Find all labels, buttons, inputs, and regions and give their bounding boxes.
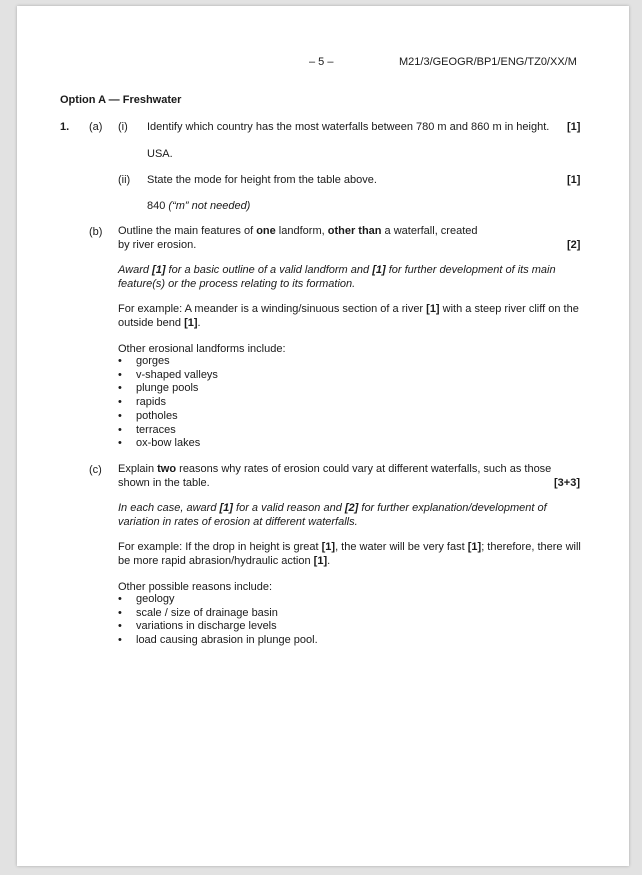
- guidance-mark: [1]: [372, 264, 386, 276]
- list-item: • scale / size of drainage basin: [118, 607, 318, 621]
- part-c-guidance: [118, 502, 588, 529]
- list-item: • terraces: [118, 424, 218, 438]
- part-b-example: [118, 303, 588, 330]
- example-text: with a steep river cliff on the outside bend: [118, 303, 579, 329]
- part-c-text: Explain: [118, 463, 158, 475]
- list-item: • potholes: [118, 410, 218, 424]
- example-mark: [1]: [321, 541, 336, 553]
- example-mark: [1]: [184, 316, 198, 329]
- subpart-i-mark: [1]: [567, 121, 581, 133]
- part-b-emphasis: other than: [327, 225, 382, 237]
- example-text: For example: If the drop in height is great: [118, 541, 322, 553]
- answer-note: (“m” not needed): [168, 200, 251, 212]
- subpart-ii-label: (ii): [118, 174, 131, 186]
- part-b-list-intro: Other erosional landforms include:: [118, 343, 286, 355]
- list-item: • v-shaped valleys: [118, 369, 218, 383]
- part-a-label: (a): [89, 121, 103, 133]
- part-c-question: [118, 463, 573, 490]
- guidance-mark: [2]: [344, 502, 359, 514]
- section-title: Option A — Freshwater: [60, 94, 182, 106]
- subpart-ii-mark: [1]: [567, 174, 581, 186]
- guidance-mark: [1]: [152, 264, 166, 276]
- guidance-text: for further explanation/development of variation in rates of erosion at different waterfalls.: [118, 502, 547, 528]
- part-b-guidance: [118, 264, 588, 291]
- part-c-emphasis: two: [157, 463, 177, 475]
- part-b-text: Outline the main features of: [118, 225, 257, 237]
- page-number: – 5 –: [309, 56, 334, 68]
- list-item: • ox-bow lakes: [118, 437, 218, 451]
- part-c-list-intro: Other possible reasons include:: [118, 581, 273, 593]
- guidance-text: Award: [118, 264, 153, 276]
- list-item: • load causing abrasion in plunge pool.: [118, 634, 318, 648]
- part-b-text: by river erosion.: [118, 238, 197, 251]
- example-text: ; therefore, there will be more rapid abrasion/hydraulic action: [118, 541, 581, 567]
- subpart-ii-question: State the mode for height from the table above.: [147, 174, 377, 186]
- guidance-text: for further development of its main feature(s) or the process relating to its formation.: [118, 264, 556, 290]
- example-mark: [1]: [313, 554, 328, 567]
- guidance-mark: [1]: [219, 502, 233, 514]
- list-item: • geology: [118, 593, 318, 607]
- guidance-text: In each case, award: [118, 502, 220, 514]
- list-item: • variations in discharge levels: [118, 620, 318, 634]
- part-b-label: (b): [89, 226, 103, 238]
- part-b-text: landform,: [275, 225, 328, 237]
- example-text: .: [327, 554, 331, 567]
- subpart-i-question: Identify which country has the most waterfalls between 780 m and 860 m in height.: [147, 121, 550, 133]
- list-item: • rapids: [118, 396, 218, 410]
- document-page: [17, 6, 629, 866]
- subpart-i-label: (i): [118, 121, 128, 133]
- part-b-mark: [2]: [567, 239, 581, 251]
- list-item: • plunge pools: [118, 382, 218, 396]
- reasons-list: [118, 593, 318, 648]
- list-item: • gorges: [118, 355, 218, 369]
- subpart-i-answer: USA.: [147, 148, 173, 160]
- question-number: 1.: [60, 121, 70, 133]
- example-text: , the water will be very fast: [335, 541, 468, 553]
- part-b-text: a waterfall, created: [381, 225, 478, 237]
- erosional-landforms-list: [118, 355, 218, 451]
- document-reference: M21/3/GEOGR/BP1/ENG/TZ0/XX/M: [399, 56, 577, 68]
- part-b-question: [118, 225, 558, 252]
- part-c-mark: [3+3]: [554, 477, 580, 489]
- guidance-text: for a valid reason and: [232, 502, 345, 514]
- part-c-example: [118, 541, 588, 568]
- example-mark: [1]: [467, 541, 482, 553]
- answer-value: 840: [147, 200, 166, 212]
- part-c-text: reasons why rates of erosion could vary at different waterfalls, such as those shown in the table.: [118, 463, 552, 489]
- example-text: .: [197, 316, 201, 329]
- part-b-emphasis: one: [256, 225, 276, 237]
- subpart-ii-answer: [147, 199, 250, 213]
- example-mark: [1]: [426, 303, 440, 315]
- example-text: For example: A meander is a winding/sinuous section of a river: [118, 303, 427, 315]
- part-c-label: (c): [89, 464, 102, 476]
- guidance-text: for a basic outline of a valid landform and: [165, 264, 373, 276]
